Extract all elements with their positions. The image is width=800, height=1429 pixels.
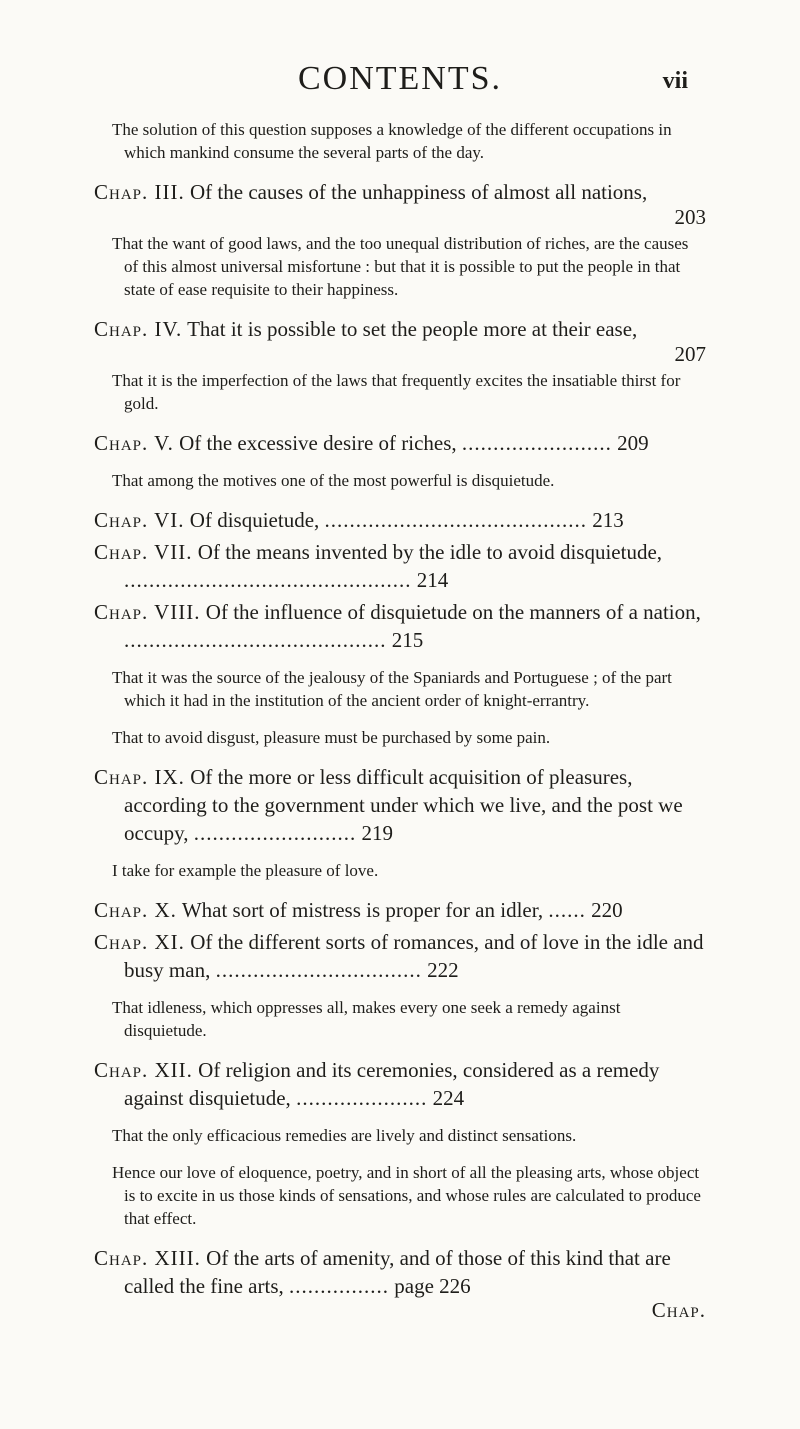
chapter-title: Of the influence of disquietude on the manners of a nation, <box>205 600 701 624</box>
chapter-label: Chap. VII. <box>94 540 193 564</box>
dot-leader: .......................... <box>193 821 357 845</box>
contents-list <box>94 118 706 1323</box>
chapter-label: Chap. IX. <box>94 765 185 789</box>
chapter-title: Of the different sorts of romances, and of love in the idle and busy man, <box>124 930 704 982</box>
dot-leader: ................ <box>289 1274 390 1298</box>
chapter-page: 203 <box>674 205 706 229</box>
chapter-6-entry <box>94 506 706 534</box>
chapter-page: page 226 <box>394 1274 471 1298</box>
page-number: vii <box>662 68 688 94</box>
dot-leader: .......................................... <box>124 628 387 652</box>
chapter-title: Of the arts of amenity, and of those of this kind that are called the fine arts, <box>124 1246 671 1298</box>
chapter-title: Of religion and its ceremonies, considered as a remedy against disquietude, <box>124 1058 660 1110</box>
chapter-label: Chap. IV. <box>94 317 183 341</box>
chapter-12-summary-b: Hence our love of eloquence, poetry, and in short of all the pleasing arts, whose object is to excite in us those kinds of sensations, and whose rules are calculated to produce that effect. <box>112 1163 701 1228</box>
chapter-page: 220 <box>591 898 623 922</box>
chapter-11-summary: That idleness, which oppresses all, makes every one seek a remedy against disquietude. <box>112 998 621 1040</box>
chapter-label: Chap. XI. <box>94 930 185 954</box>
chapter-page: 207 <box>674 342 706 366</box>
dot-leader: ...... <box>548 898 586 922</box>
chapter-7-entry <box>94 538 706 594</box>
chapter-10-entry <box>94 896 706 924</box>
chapter-page: 222 <box>427 958 459 982</box>
chapter-12-summary-a: That the only efficacious remedies are lively and distinct sensations. <box>112 1126 577 1145</box>
dot-leader: ........................ <box>461 431 612 455</box>
chapter-8-entry <box>94 598 706 654</box>
chapter-label: Chap. XII. <box>94 1058 193 1082</box>
chapter-title: Of the means invented by the idle to avoid disquietude, <box>197 540 663 564</box>
chapter-page: 224 <box>432 1086 465 1110</box>
dot-leader: ................................. <box>215 958 422 982</box>
chapter-label: Chap. V. <box>94 431 174 455</box>
chapter-page: 215 <box>391 628 424 652</box>
chapter-9-entry <box>94 763 706 847</box>
chapter-3-summary: That the want of good laws, and the too unequal distribution of riches, are the causes of this almost universal misfortune : but that it is possible to put the people in that state of ease requisite to their happiness. <box>112 234 689 299</box>
chapter-label: Chap. X. <box>94 898 177 922</box>
chapter-label: Chap. VIII. <box>94 600 201 624</box>
chapter-label: Chap. VI. <box>94 508 185 532</box>
chapter-label: Chap. III. <box>94 180 185 204</box>
chapter-9-summary: I take for example the pleasure of love. <box>112 861 379 880</box>
chapter-13-entry <box>94 1244 706 1300</box>
chapter-page: 219 <box>361 821 394 845</box>
chapter-page: 209 <box>617 431 649 455</box>
dot-leader: .......................................... <box>324 508 588 532</box>
chapter-title: What sort of mistress is proper for an idler, <box>181 898 544 922</box>
chapter-title: Of the excessive desire of riches, <box>179 431 457 455</box>
catchword: Chap. <box>651 1298 706 1322</box>
page-title: CONTENTS. <box>297 60 503 97</box>
chapter-4-entry <box>94 315 706 365</box>
chapter-8-summary-b: That to avoid disgust, pleasure must be purchased by some pain. <box>112 728 551 747</box>
chapter-title: Of disquietude, <box>189 508 320 532</box>
chapter-title: Of the causes of the unhappiness of almost all nations, <box>190 180 648 204</box>
chapter-title: Of the more or less difficult acquisition of pleasures, according to the government under which we live, and the post we occupy, <box>124 765 683 845</box>
dot-leader: ..................... <box>296 1086 428 1110</box>
chapter-page: 214 <box>416 568 449 592</box>
dot-leader: .............................................. <box>124 568 412 592</box>
chapter-label: Chap. XIII. <box>94 1246 201 1270</box>
chapter-11-entry <box>94 928 706 984</box>
chapter-12-entry <box>94 1056 706 1112</box>
chapter-4-summary: That it is the imperfection of the laws that frequently excites the insatiable thirst for gold. <box>112 371 681 413</box>
chapter-page: 213 <box>592 508 624 532</box>
chapter-5-entry <box>94 429 706 457</box>
chapter-3-entry <box>94 178 706 228</box>
intro-summary: The solution of this question supposes a knowledge of the different occupations in which mankind consume the several parts of the day. <box>112 120 672 162</box>
chapter-title: That it is possible to set the people more at their ease, <box>187 317 638 341</box>
running-head <box>0 60 800 100</box>
chapter-8-summary-a: That it was the source of the jealousy of the Spaniards and Portuguese ; of the part which it had in the institution of the ancient order of knight-errantry. <box>112 668 672 710</box>
chapter-5-summary: That among the motives one of the most powerful is disquietude. <box>112 471 555 490</box>
